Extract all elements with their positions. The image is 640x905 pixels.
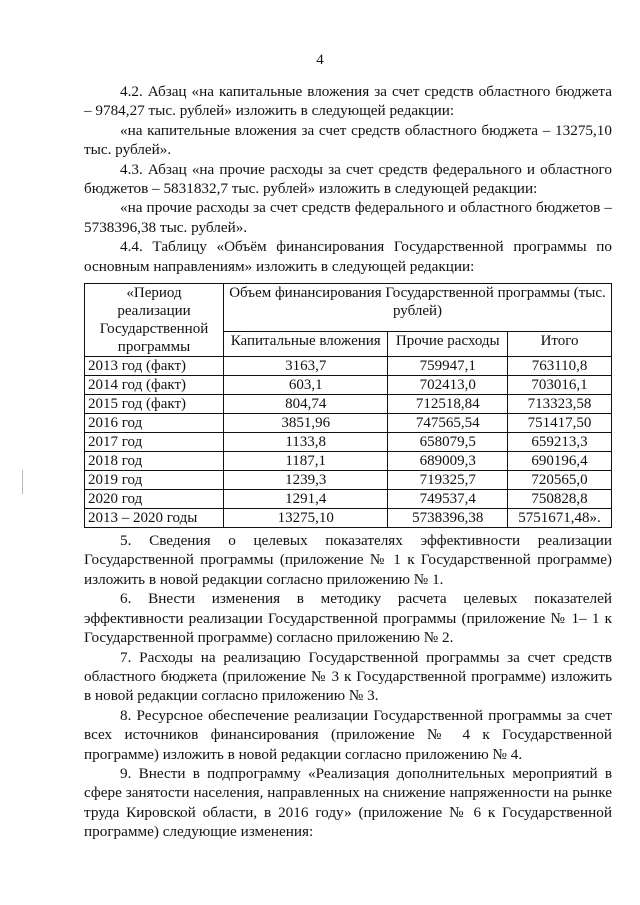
paragraph-6: 6. Внести изменения в методику расчета целевых показателей эффективности реализации Государственной программы (приложение № 1– 1 к Государственной программе) согласно приложению № 2. [84, 590, 612, 647]
row-capital-cell: 603,1 [224, 376, 388, 395]
row-total-cell: 720565,0 [508, 471, 612, 490]
table-row [85, 433, 612, 452]
row-period-cell: 2013 – 2020 годы [85, 509, 224, 528]
table-row [85, 490, 612, 509]
table-row [85, 414, 612, 433]
row-total-cell: 751417,50 [508, 414, 612, 433]
row-period-cell: 2020 год [85, 490, 224, 509]
row-period-cell: 2014 год (факт) [85, 376, 224, 395]
row-capital-cell: 1239,3 [224, 471, 388, 490]
row-other-cell: 759947,1 [388, 357, 508, 376]
row-other-cell: 658079,5 [388, 433, 508, 452]
row-total-cell: 750828,8 [508, 490, 612, 509]
row-period-cell: 2017 год [85, 433, 224, 452]
row-total-cell: 5751671,48». [508, 509, 612, 528]
table-body [85, 357, 612, 528]
row-total-cell: 763110,8 [508, 357, 612, 376]
table-row [85, 471, 612, 490]
row-capital-cell: 3163,7 [224, 357, 388, 376]
financing-table [84, 283, 612, 528]
row-period-cell: 2018 год [85, 452, 224, 471]
row-period-cell: 2019 год [85, 471, 224, 490]
document-body [84, 82, 612, 842]
period-header: «Период реализации Государственной программы [85, 284, 224, 357]
table-row [85, 509, 612, 528]
row-period-cell: 2013 год (факт) [85, 357, 224, 376]
table-row [85, 452, 612, 471]
quote-4-2: «на капительные вложения за счет средств областного бюджета – 13275,10 тыс. рублей». [84, 121, 612, 159]
paragraph-5: 5. Сведения о целевых показателях эффективности реализации Государственной программы (приложение № 1 к Государственной программе) изложить в новой редакции согласно приложению № 1. [84, 532, 612, 588]
row-total-cell: 713323,58 [508, 395, 612, 414]
row-capital-cell: 3851,96 [224, 414, 388, 433]
row-capital-cell: 1187,1 [224, 452, 388, 471]
row-other-cell: 749537,4 [388, 490, 508, 509]
paragraph-9: 9. Внести в подпрограмму «Реализация дополнительных мероприятий в сфере занятости населения, направленных на снижение напряженности на рынке труда Кировской области, в 2016 году» (приложение № 6 к Государственной программе) следующие изменения: [84, 764, 612, 841]
table-row [85, 376, 612, 395]
paragraph-7: 7. Расходы на реализацию Государственной программы за счет средств областного бюджета (приложение № 3 к Государственной программе) изложить в новой редакции согласно приложению № 3. [84, 648, 612, 705]
row-total-cell: 690196,4 [508, 452, 612, 471]
row-total-cell: 659213,3 [508, 433, 612, 452]
row-other-cell: 689009,3 [388, 452, 508, 471]
scan-artifact [22, 470, 23, 494]
row-period-cell: 2015 год (факт) [85, 395, 224, 414]
other-column-header: Прочие расходы [388, 332, 508, 357]
row-capital-cell: 804,74 [224, 395, 388, 414]
row-other-cell: 712518,84 [388, 395, 508, 414]
financing-group-header: Объем финансирования Государственной программы (тыс. рублей) [224, 284, 612, 332]
row-other-cell: 719325,7 [388, 471, 508, 490]
row-other-cell: 747565,54 [388, 414, 508, 433]
paragraph-4-2: 4.2. Абзац «на капитальные вложения за счет средств областного бюджета – 9784,27 тыс. рублей» изложить в следующей редакции: [84, 83, 612, 120]
page-number: 4 [316, 52, 324, 68]
row-period-cell: 2016 год [85, 414, 224, 433]
row-capital-cell: 13275,10 [224, 509, 388, 528]
capital-column-header: Капитальные вложения [224, 332, 388, 357]
row-capital-cell: 1291,4 [224, 490, 388, 509]
paragraph-4-3: 4.3. Абзац «на прочие расходы за счет средств федерального и областного бюджетов – 5831832,7 тыс. рублей» изложить в следующей редакции: [84, 160, 612, 198]
quote-4-3: «на прочие расходы за счет средств федерального и областного бюджетов – 5738396,38 тыс. рублей». [84, 199, 612, 236]
total-column-header: Итого [508, 332, 612, 357]
table-row [85, 395, 612, 414]
paragraph-4-4: 4.4. Таблицу «Объём финансирования Государственной программы по основным направлениям» изложить в следующей редакции: [84, 238, 612, 275]
paragraph-8: 8. Ресурсное обеспечение реализации Государственной программы за счет всех источников финансирования (приложение № 4 к Государственной программе) изложить в новой редакции согласно приложению № 4. [84, 706, 612, 763]
row-capital-cell: 1133,8 [224, 433, 388, 452]
row-other-cell: 702413,0 [388, 376, 508, 395]
row-total-cell: 703016,1 [508, 376, 612, 395]
row-other-cell: 5738396,38 [388, 509, 508, 528]
table-row [85, 357, 612, 376]
